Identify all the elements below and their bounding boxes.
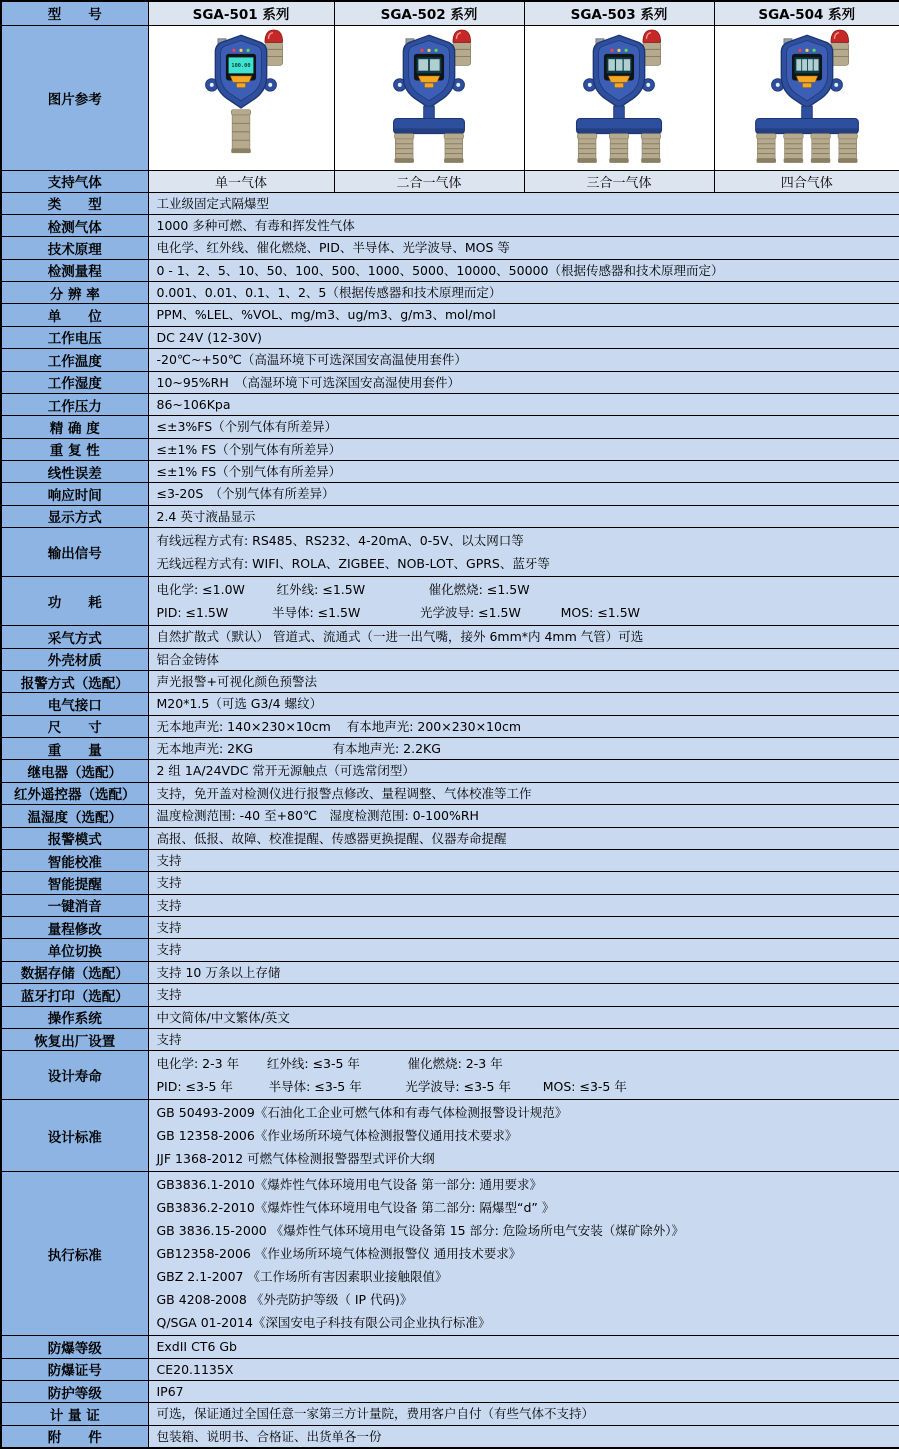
spec-value: [148, 577, 899, 626]
spec-value: [148, 1172, 899, 1336]
gas-type-3in1: 三合一气体: [524, 170, 714, 192]
spec-value-line: JJF 1368-2012 可燃气体检测报警器型式评价大纲: [156, 1150, 435, 1166]
spec-row-work-humidity: [1, 371, 899, 393]
spec-label: 电气接口: [1, 693, 148, 715]
spec-row-ip-rating: [1, 1381, 899, 1403]
spec-value-line: GB 4208-2008 《外壳防护等级（ IP 代码)》: [156, 1291, 413, 1307]
spec-value: ≤3-20S （个别气体有所差异）: [148, 483, 899, 505]
spec-row-display: [1, 505, 899, 527]
spec-value: 温度检测范围: -40 至+80℃ 湿度检测范围: 0-100%RH: [148, 805, 899, 827]
spec-row-temp-humidity: [1, 805, 899, 827]
device-image-sga-501: [148, 25, 334, 170]
spec-value-line: 电化学: 2-3 年 红外线: ≤3-5 年 催化燃烧: 2-3 年: [156, 1055, 503, 1071]
model-header-row: [1, 1, 899, 25]
spec-row-range: [1, 259, 899, 281]
spec-value: 10~95%RH （高湿环境下可选深国安高湿使用套件）: [148, 371, 899, 393]
spec-row-type: [1, 192, 899, 214]
model-sga-501: SGA-501 系列: [148, 1, 334, 25]
spec-label: 工作温度: [1, 349, 148, 371]
spec-value: ExdII CT6 Gb: [148, 1336, 899, 1358]
spec-value-line: GB3836.2-2010《爆炸性气体环境用电气设备 第二部分: 隔爆型“d” 》: [156, 1199, 555, 1215]
spec-value: 2 组 1A/24VDC 常开无源触点（可选常闭型）: [148, 760, 899, 782]
spec-row-smart-reminder: [1, 872, 899, 894]
spec-label: 尺 寸: [1, 715, 148, 737]
model-header-label: 型 号: [1, 1, 148, 25]
spec-row-executive-standard: [1, 1172, 899, 1336]
spec-row-design-life: [1, 1051, 899, 1100]
spec-label: 技术原理: [1, 237, 148, 259]
spec-label: 智能提醒: [1, 872, 148, 894]
spec-value: CE20.1135X: [148, 1358, 899, 1380]
spec-label: 外壳材质: [1, 648, 148, 670]
spec-value: 支持: [148, 894, 899, 916]
spec-label: 单 位: [1, 304, 148, 326]
spec-row-one-key-mute: [1, 894, 899, 916]
spec-row-weight: [1, 738, 899, 760]
gas-type-single: 单一气体: [148, 170, 334, 192]
spec-value: IP67: [148, 1381, 899, 1403]
spec-label: 一键消音: [1, 894, 148, 916]
spec-value: DC 24V (12-30V): [148, 326, 899, 348]
spec-value: ≤±3%FS（个别气体有所差异）: [148, 416, 899, 438]
spec-label: 类 型: [1, 192, 148, 214]
device-image-sga-504: [714, 25, 899, 170]
spec-row-factory-reset: [1, 1028, 899, 1050]
spec-value-line: Q/SGA 01-2014《深国安电子科技有限公司企业执行标准》: [156, 1314, 491, 1330]
spec-row-os: [1, 1006, 899, 1028]
spec-value: 自然扩散式（默认） 管道式、流通式（一进一出气嘴，接外 6mm*内 4mm 气管）可选: [148, 626, 899, 648]
spec-label: 操作系统: [1, 1006, 148, 1028]
spec-value: ≤±1% FS（个别气体有所差异）: [148, 461, 899, 483]
spec-value-line: PID: ≤3-5 年 半导体: ≤3-5 年 光学波导: ≤3-5 年 MOS: ≤3-5 年: [156, 1078, 627, 1094]
spec-value: 支持: [148, 984, 899, 1006]
spec-row-data-storage: [1, 961, 899, 983]
spec-row-accessories: [1, 1425, 899, 1448]
spec-row-accuracy: [1, 416, 899, 438]
spec-row-range-modify: [1, 917, 899, 939]
spec-row-unit: [1, 304, 899, 326]
spec-label: 重 复 性: [1, 438, 148, 460]
spec-label: 设计寿命: [1, 1051, 148, 1100]
spec-value: 支持 10 万条以上存储: [148, 961, 899, 983]
spec-row-explosion-proof-cert: [1, 1358, 899, 1380]
spec-value: [148, 528, 899, 577]
spec-value-line: PID: ≤1.5W 半导体: ≤1.5W 光学波导: ≤1.5W MOS: ≤1.5W: [156, 604, 641, 620]
spec-row-voltage: [1, 326, 899, 348]
spec-row-linearity: [1, 461, 899, 483]
spec-row-pressure: [1, 393, 899, 415]
model-sga-504: SGA-504 系列: [714, 1, 899, 25]
spec-label: 分 辨 率: [1, 282, 148, 304]
gas-detector-2-sensor-image: [367, 28, 491, 167]
spec-value: 电化学、红外线、催化燃烧、PID、半导体、光学波导、MOS 等: [148, 237, 899, 259]
spec-value: 高报、低报、故障、校准提醒、传感器更换提醒、仪器寿命提醒: [148, 827, 899, 849]
spec-label: 设计标准: [1, 1100, 148, 1172]
spec-row-response-time: [1, 483, 899, 505]
spec-row-detect-gas: [1, 214, 899, 236]
spec-label: 采气方式: [1, 626, 148, 648]
spec-value-line: GBZ 2.1-2007 《工作场所有害因素职业接触限值》: [156, 1268, 448, 1284]
spec-label: 恢复出厂设置: [1, 1028, 148, 1050]
spec-label: 继电器（选配）: [1, 760, 148, 782]
spec-row-output-signal: [1, 528, 899, 577]
spec-value: 1000 多种可燃、有毒和挥发性气体: [148, 214, 899, 236]
spec-label: 精 确 度: [1, 416, 148, 438]
spec-row-dimensions: [1, 715, 899, 737]
spec-value-line: GB12358-2006 《作业场所环境气体检测报警仪 通用技术要求》: [156, 1245, 522, 1261]
spec-row-principle: [1, 237, 899, 259]
spec-label: 数据存储（选配）: [1, 961, 148, 983]
spec-row-repeatability: [1, 438, 899, 460]
spec-row-ir-remote: [1, 782, 899, 804]
spec-label: 显示方式: [1, 505, 148, 527]
spec-value: 无本地声光: 140×230×10cm 有本地声光: 200×230×10cm: [148, 715, 899, 737]
spec-value: [148, 1051, 899, 1100]
spec-label: 执行标准: [1, 1172, 148, 1336]
spec-value-line: 电化学: ≤1.0W 红外线: ≤1.5W 催化燃烧: ≤1.5W: [156, 581, 530, 597]
spec-row-alarm-mode: [1, 827, 899, 849]
spec-label: 防爆等级: [1, 1336, 148, 1358]
spec-value: 可选，保证通过全国任意一家第三方计量院，费用客户自付（有些气体不支持）: [148, 1403, 899, 1425]
spec-value-line: GB 50493-2009《石油化工企业可燃气体和有毒气体检测报警设计规范》: [156, 1104, 568, 1120]
gas-type-2in1: 二合一气体: [334, 170, 524, 192]
device-image-sga-503: [524, 25, 714, 170]
gas-detector-4-sensor-image: [745, 28, 869, 167]
gas-detector-1-sensor-image: [179, 28, 303, 167]
spec-value: [148, 1100, 899, 1172]
spec-value: 支持: [148, 849, 899, 871]
spec-row-smart-calibration: [1, 849, 899, 871]
spec-value: PPM、%LEL、%VOL、mg/m3、ug/m3、g/m3、mol/mol: [148, 304, 899, 326]
spec-row-bt-print: [1, 984, 899, 1006]
spec-value-line: 有线远程方式有: RS485、RS232、4-20mA、0-5V、以太网口等: [156, 532, 524, 548]
spec-row-explosion-proof-grade: [1, 1336, 899, 1358]
spec-value: 支持: [148, 939, 899, 961]
spec-row-unit-switch: [1, 939, 899, 961]
spec-row-work-temp: [1, 349, 899, 371]
spec-label: 重 量: [1, 738, 148, 760]
spec-value: 铝合金铸体: [148, 648, 899, 670]
spec-label: 工作压力: [1, 393, 148, 415]
spec-row-alarm-method: [1, 670, 899, 692]
spec-label: 附 件: [1, 1425, 148, 1448]
spec-label: 输出信号: [1, 528, 148, 577]
spec-label: 智能校准: [1, 849, 148, 871]
spec-row-electrical-interface: [1, 693, 899, 715]
spec-label: 报警方式（选配）: [1, 670, 148, 692]
spec-label: 响应时间: [1, 483, 148, 505]
spec-value: 0 - 1、2、5、10、50、100、500、1000、5000、10000、50000（根据传感器和技术原理而定）: [148, 259, 899, 281]
spec-value: M20*1.5（可选 G3/4 螺纹）: [148, 693, 899, 715]
spec-value-line: GB 12358-2006《作业场所环境气体检测报警仪通用技术要求》: [156, 1127, 518, 1143]
model-sga-503: SGA-503 系列: [524, 1, 714, 25]
spec-row-sampling: [1, 626, 899, 648]
spec-value-line: GB 3836.15-2000 《爆炸性气体环境用电气设备第 15 部分: 危险场所电气安装（煤矿除外）》: [156, 1222, 685, 1238]
spec-label: 防爆证号: [1, 1358, 148, 1380]
spec-label: 防护等级: [1, 1381, 148, 1403]
spec-row-metrology-cert: [1, 1403, 899, 1425]
spec-label: 温湿度（选配）: [1, 805, 148, 827]
spec-value: -20℃~+50℃（高温环境下可选深国安高温使用套件）: [148, 349, 899, 371]
spec-row-resolution: [1, 282, 899, 304]
spec-label: 检测气体: [1, 214, 148, 236]
spec-label: 计 量 证: [1, 1403, 148, 1425]
device-image-sga-502: [334, 25, 524, 170]
spec-value: ≤±1% FS（个别气体有所差异）: [148, 438, 899, 460]
spec-label: 报警模式: [1, 827, 148, 849]
spec-label: 工作电压: [1, 326, 148, 348]
spec-label: 功 耗: [1, 577, 148, 626]
image-row: [1, 25, 899, 170]
spec-row-relay: [1, 760, 899, 782]
supported-gas-row: [1, 170, 899, 192]
spec-value: 无本地声光: 2KG 有本地声光: 2.2KG: [148, 738, 899, 760]
spec-value: 支持: [148, 917, 899, 939]
spec-row-power-consumption: [1, 577, 899, 626]
spec-value: 86~106Kpa: [148, 393, 899, 415]
spec-label: 单位切换: [1, 939, 148, 961]
spec-label: 蓝牙打印（选配）: [1, 984, 148, 1006]
spec-row-design-standard: [1, 1100, 899, 1172]
spec-value-line: GB3836.1-2010《爆炸性气体环境用电气设备 第一部分: 通用要求》: [156, 1176, 542, 1192]
spec-label: 红外遥控器（选配）: [1, 782, 148, 804]
supported-gas-label: 支持气体: [1, 170, 148, 192]
spec-value: 支持: [148, 872, 899, 894]
spec-label: 工作湿度: [1, 371, 148, 393]
model-sga-502: SGA-502 系列: [334, 1, 524, 25]
spec-value: 支持，免开盖对检测仪进行报警点修改、量程调整、气体校准等工作: [148, 782, 899, 804]
spec-value: 声光报警+可视化颜色预警法: [148, 670, 899, 692]
gas-detector-3-sensor-image: [557, 28, 681, 167]
spec-value: 包装箱、说明书、合格证、出货单各一份: [148, 1425, 899, 1448]
svg-text:100.00: 100.00: [231, 63, 251, 70]
spec-value: 工业级固定式隔爆型: [148, 192, 899, 214]
spec-value-line: 无线远程方式有: WIFI、ROLA、ZIGBEE、NOB-LOT、GPRS、蓝牙等: [156, 555, 550, 571]
spec-label: 检测量程: [1, 259, 148, 281]
spec-value: 0.001、0.01、0.1、1、2、5（根据传感器和技术原理而定）: [148, 282, 899, 304]
spec-value: 支持: [148, 1028, 899, 1050]
gas-type-4in1: 四合气体: [714, 170, 899, 192]
spec-value: 中文简体/中文繁体/英文: [148, 1006, 899, 1028]
image-row-label: 图片参考: [1, 25, 148, 170]
spec-value: 2.4 英寸液晶显示: [148, 505, 899, 527]
spec-label: 线性误差: [1, 461, 148, 483]
spec-label: 量程修改: [1, 917, 148, 939]
spec-row-housing: [1, 648, 899, 670]
